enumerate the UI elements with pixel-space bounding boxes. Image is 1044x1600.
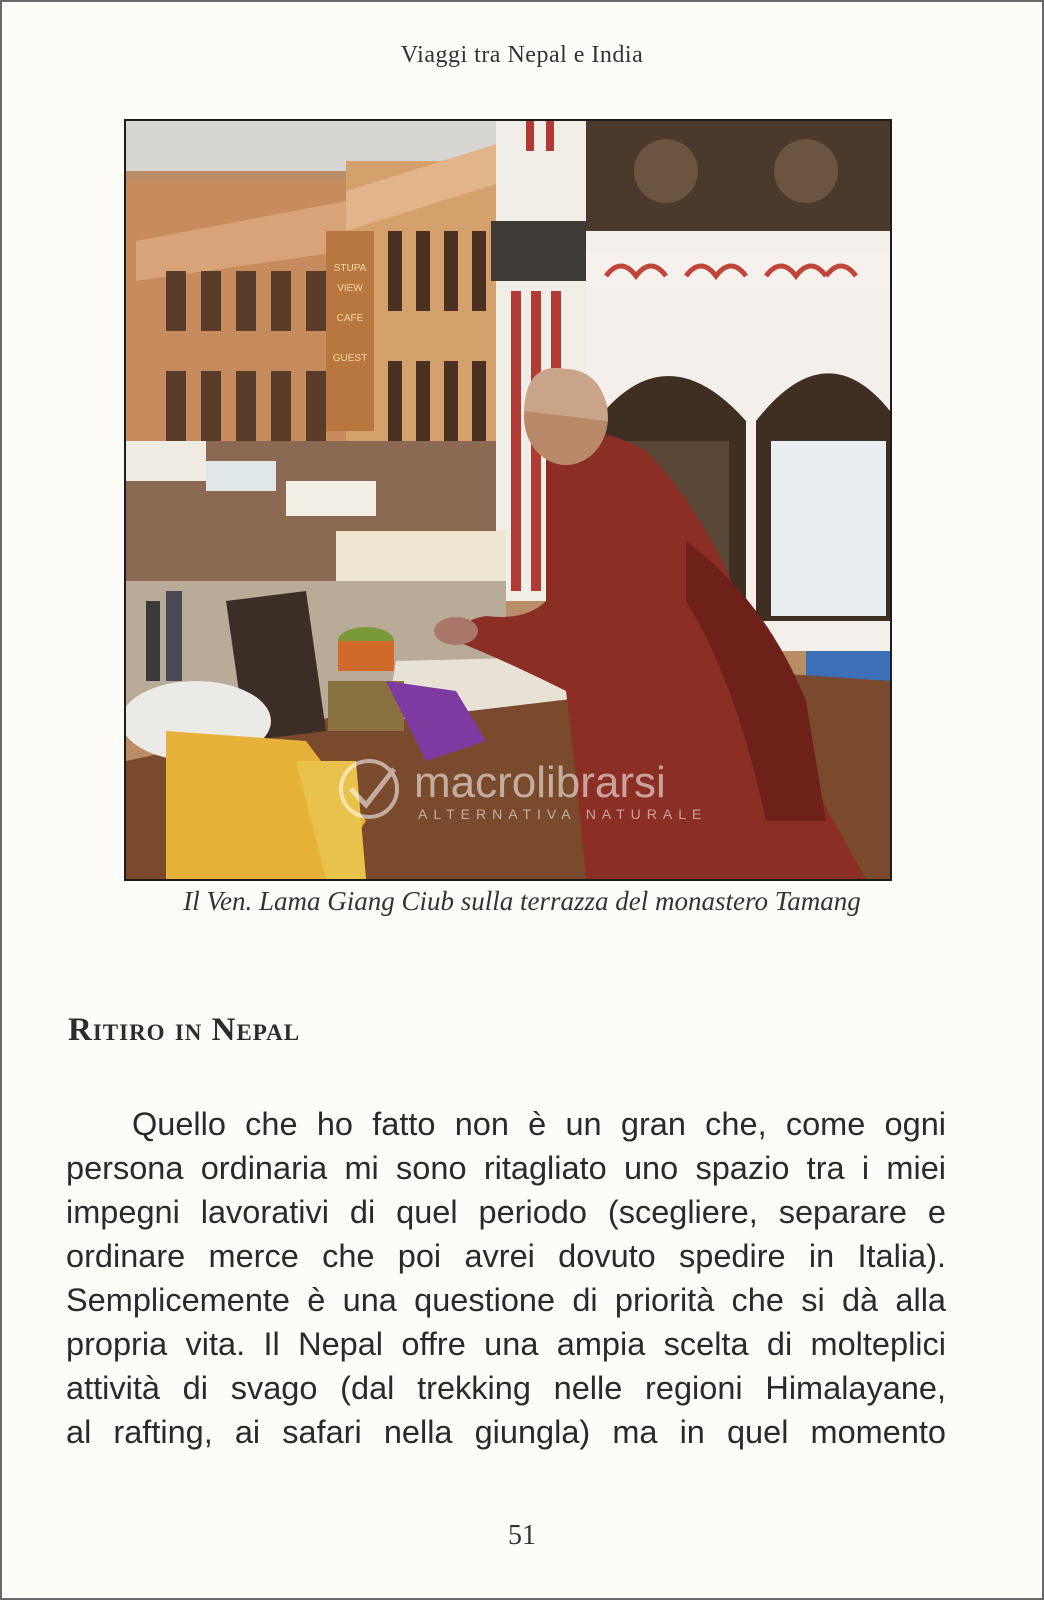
paragraph-line: ordinare merce che poi avrei dovuto spedire in Italia). <box>66 1238 946 1274</box>
paragraph-line: propria vita. Il Nepal offre una ampia scelta di molteplici <box>66 1326 946 1362</box>
watermark-logo <box>126 121 890 879</box>
signboard-line: VIEW <box>337 283 363 294</box>
paragraph-line: Quello che ho fatto non è un gran che, come ogni <box>132 1106 946 1142</box>
watermark-brand: macrolibrarsi <box>414 758 666 807</box>
paragraph-line: impegni lavorativi di quel periodo (scegliere, separare e <box>66 1194 946 1230</box>
photo-lama-on-terrace <box>124 119 892 881</box>
body-paragraph <box>66 1102 946 1454</box>
section-heading: Ritiro in Nepal <box>68 1012 301 1048</box>
paragraph-line: Semplicemente è una questione di priorità che si dà alla <box>66 1282 946 1318</box>
paragraph-line: al rafting, ai safari nella giungla) ma in quel momento <box>66 1414 946 1450</box>
page-number: 51 <box>508 1520 536 1551</box>
running-header: Viaggi tra Nepal e India <box>400 42 644 68</box>
watermark-tagline: ALTERNATIVA NATURALE <box>418 806 708 822</box>
photo-caption: Il Ven. Lama Giang Ciub sulla terrazza del monastero Tamang <box>183 886 861 916</box>
paragraph-line: persona ordinaria mi sono ritagliato uno spazio tra i miei <box>66 1150 946 1186</box>
paragraph-line: attività di svago (dal trekking nelle regioni Himalayane, <box>66 1370 946 1406</box>
signboard-line: GUEST <box>332 353 368 364</box>
signboard-line: STUPA <box>333 263 367 274</box>
signboard-line: CAFE <box>336 313 364 324</box>
